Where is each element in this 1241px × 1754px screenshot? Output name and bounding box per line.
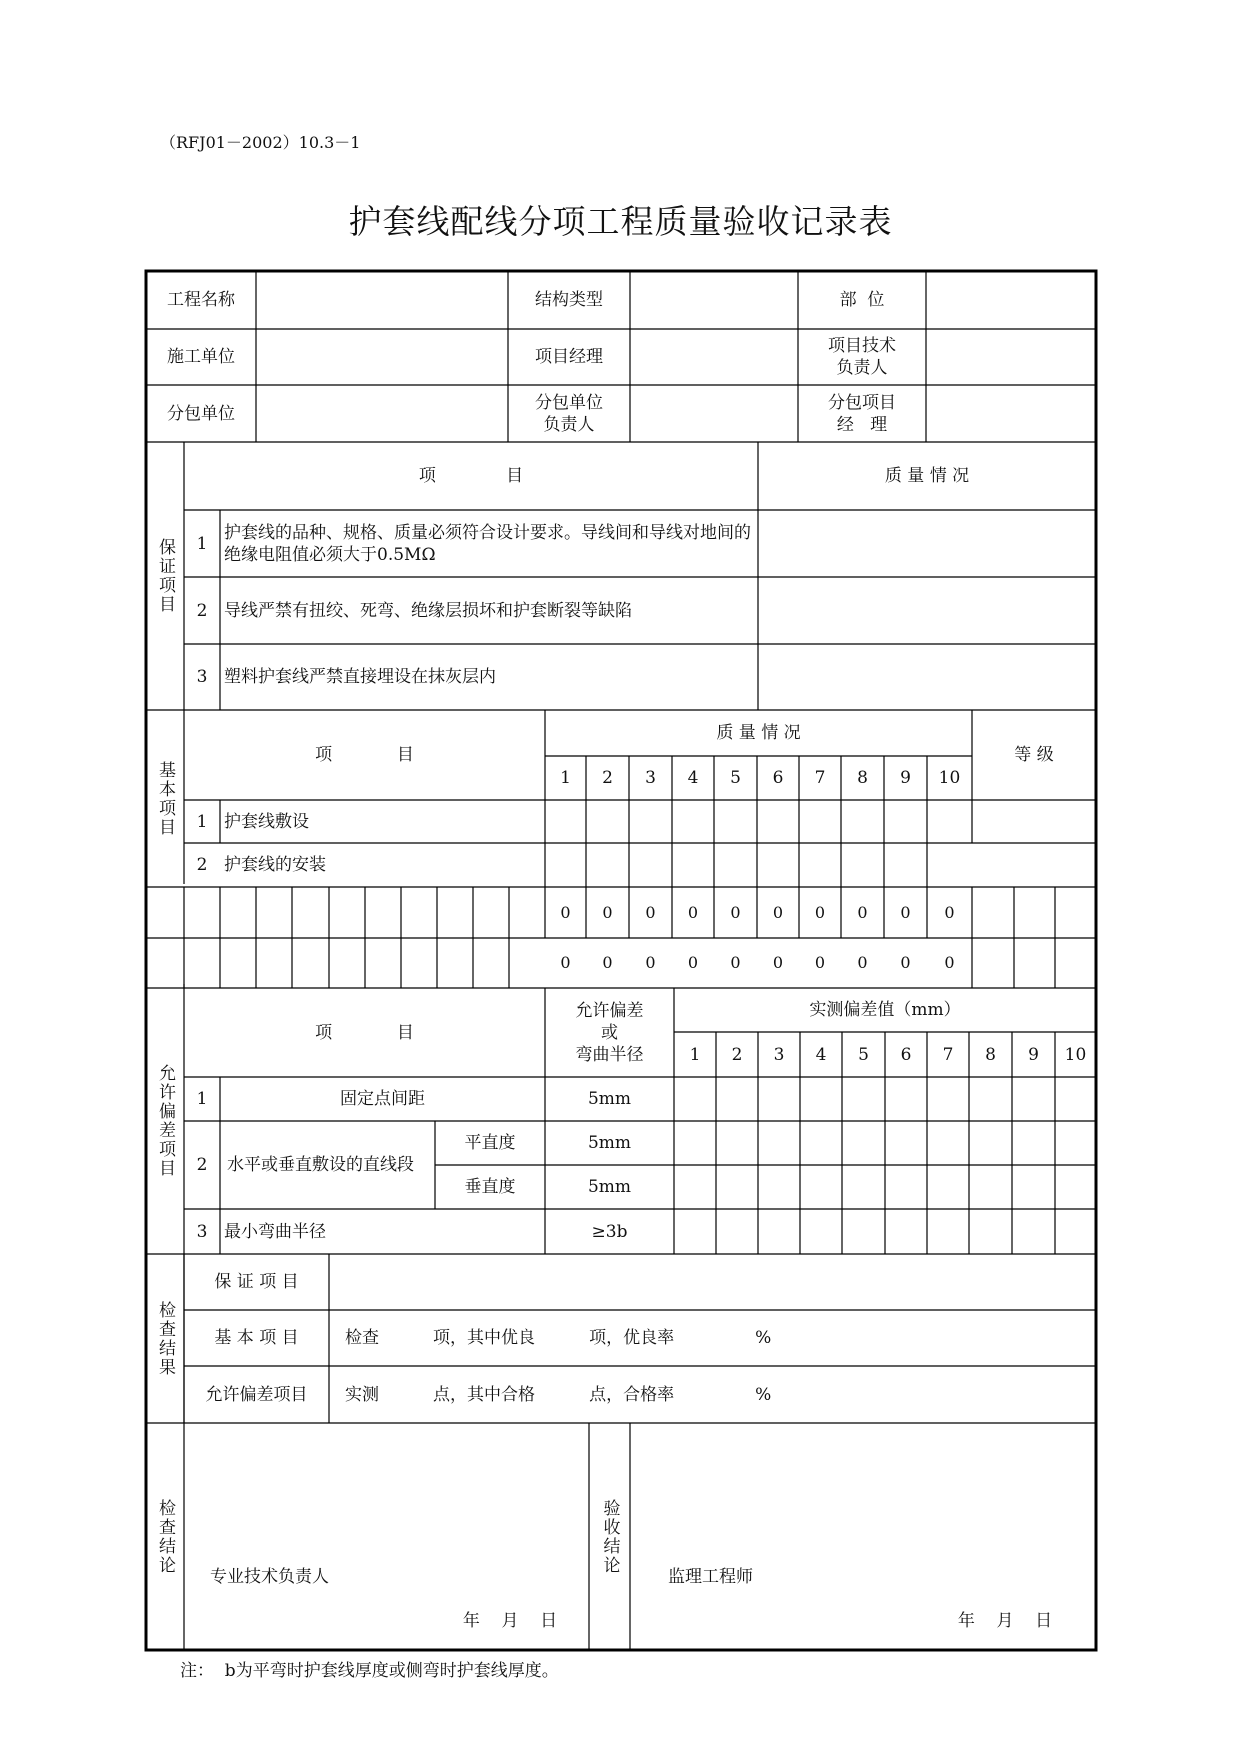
check-result-tolerance-text[interactable]: 实测 点，其中合格 点，合格率 %: [345, 1384, 772, 1405]
guarantee-item-no: 3: [196, 667, 208, 687]
basic-zero-cell: 0: [730, 953, 741, 972]
structure-type-label: 结构类型: [535, 290, 603, 310]
tolerance-allow-header: 允许偏差 或 弯曲半径: [575, 1000, 644, 1065]
construction-unit-label: 施工单位: [167, 347, 235, 367]
basic-column-number: 1: [560, 768, 571, 788]
basic-item-no: 1: [196, 811, 208, 832]
sub-unit-lead-label: 分包单位 负责人: [535, 392, 603, 435]
sub-project-manager-label: 分包项目 经 理: [828, 392, 896, 435]
basic-column-number: 8: [857, 768, 868, 788]
basic-zero-cell: 0: [772, 902, 784, 922]
guarantee-quality-header: 质 量 情 况: [884, 466, 970, 486]
basic-zero-cell: 0: [772, 953, 784, 972]
tolerance-column-number: 5: [858, 1044, 869, 1065]
page-title: 护套线配线分项工程质量验收记录表: [348, 202, 893, 241]
guarantee-quality-field[interactable]: [758, 577, 1096, 644]
location-label: 部 位: [839, 290, 885, 310]
basic-column-number: 2: [602, 768, 613, 788]
check-result-tolerance-label: 允许偏差项目: [205, 1384, 308, 1405]
basic-column-number: 5: [730, 768, 741, 788]
guarantee-item-text: 塑料护套线严禁直接埋设在抹灰层内: [224, 667, 496, 687]
check-result-basic-text[interactable]: 检查 项，其中优良 项，优良率 %: [345, 1328, 772, 1348]
basic-quality-header: 质 量 情 况: [716, 723, 801, 743]
tolerance-column-number: 3: [773, 1044, 785, 1065]
basic-column-number: 4: [687, 768, 699, 788]
tolerance-column-number: 8: [985, 1044, 996, 1065]
tolerance-section-label: 允许偏差项目: [155, 1064, 175, 1178]
check-result-basic-label: 基 本 项 目: [214, 1328, 299, 1348]
basic-column-number: 9: [900, 768, 911, 788]
tolerance-allow-value: ≥3b: [591, 1221, 628, 1242]
check-result-guarantee-label: 保 证 项 目: [214, 1272, 299, 1292]
basic-column-number: 7: [814, 768, 826, 788]
check-result-section-label: 检查结果: [155, 1300, 175, 1377]
basic-item-header: 项 目: [315, 745, 414, 765]
basic-zero-cell: 0: [857, 902, 868, 922]
tolerance-measured-header: 实测偏差值（mm）: [809, 1000, 961, 1020]
project-manager-field[interactable]: [630, 329, 798, 385]
sub-unit-lead-field[interactable]: [630, 385, 798, 442]
tolerance-column-number: 6: [900, 1044, 912, 1065]
guarantee-item-no: 2: [196, 600, 208, 621]
tolerance-item-header: 项 目: [315, 1022, 414, 1043]
basic-column-number: 6: [772, 768, 784, 788]
basic-zero-cell: 0: [944, 953, 955, 972]
sub-unit-field[interactable]: [256, 385, 508, 442]
tolerance-allow-value: 5mm: [587, 1177, 632, 1197]
tolerance-item-no: 2: [196, 1155, 208, 1175]
basic-section-label: 基本项目: [155, 760, 175, 837]
basic-zero-cell: 0: [814, 953, 826, 972]
guarantee-quality-field[interactable]: [758, 644, 1096, 710]
project-manager-label: 项目经理: [535, 347, 603, 367]
guarantee-item-text: 护套线的品种、规格、质量必须符合设计要求。导线间和导线对地间的绝缘电阻值必须大于0.5MΩ: [224, 522, 751, 565]
tolerance-column-number: 9: [1028, 1044, 1039, 1065]
tolerance-item-text: 水平或垂直敷设的直线段: [227, 1155, 414, 1175]
basic-zero-cell: 0: [857, 953, 868, 972]
tolerance-column-number: 4: [815, 1044, 827, 1065]
tolerance-column-number: 1: [689, 1044, 701, 1065]
sub-unit-label: 分包单位: [167, 403, 235, 424]
basic-grade-header: 等 级: [1014, 745, 1054, 765]
basic-zero-cell: 0: [814, 902, 826, 922]
sub-project-manager-field[interactable]: [926, 385, 1096, 442]
construction-unit-field[interactable]: [256, 329, 508, 385]
project-name-label: 工程名称: [167, 290, 235, 310]
guarantee-quality-field[interactable]: [758, 510, 1096, 577]
basic-zero-cell: 0: [645, 953, 656, 972]
tolerance-column-number: 2: [731, 1044, 743, 1065]
tolerance-item-no: 1: [196, 1089, 208, 1109]
project-name-field[interactable]: [256, 271, 508, 329]
basic-zero-cell: 0: [560, 953, 571, 972]
acceptance-conclusion-date: 年 月 日: [957, 1611, 1053, 1631]
basic-column-number: 3: [645, 768, 656, 788]
tolerance-allow-value: 5mm: [587, 1089, 632, 1109]
basic-zero-cell: 0: [645, 902, 656, 922]
basic-item-text: 护套线的安装: [224, 855, 326, 875]
location-field[interactable]: [926, 271, 1096, 329]
basic-zero-cell: 0: [687, 902, 699, 922]
basic-item-no: 2: [196, 855, 208, 875]
basic-zero-cell: 0: [602, 902, 613, 922]
guarantee-item-text: 导线严禁有扭绞、死弯、绝缘层损坏和护套断裂等缺陷: [224, 600, 632, 621]
tolerance-column-number: 7: [942, 1044, 954, 1065]
basic-zero-cell: 0: [944, 902, 955, 922]
structure-type-field[interactable]: [630, 271, 798, 329]
basic-zero-cell: 0: [560, 902, 571, 922]
check-result-guarantee-text[interactable]: [345, 1254, 1085, 1310]
basic-zero-cell: 0: [602, 953, 613, 972]
check-conclusion-date: 年 月 日: [462, 1611, 558, 1631]
tech-lead-label: 项目技术 负责人: [828, 336, 896, 378]
basic-zero-cell: 0: [687, 953, 699, 972]
guarantee-item-header: 项 目: [418, 466, 524, 486]
guarantee-section-label: 保证项目: [155, 538, 175, 614]
check-conclusion-label: 检查结论: [155, 1498, 175, 1575]
basic-zero-cell: 0: [730, 902, 741, 922]
supervisor-signature-label: 监理工程师: [668, 1567, 753, 1587]
tolerance-item-text: 固定点间距: [340, 1089, 425, 1109]
tolerance-subitem-text: 平直度: [464, 1133, 516, 1153]
tolerance-item-no: 3: [196, 1221, 208, 1242]
acceptance-conclusion-label: 验收结论: [599, 1498, 620, 1575]
guarantee-item-no: 1: [196, 533, 208, 554]
basic-zero-cell: 0: [900, 902, 911, 922]
tolerance-item-text: 最小弯曲半径: [224, 1221, 326, 1242]
tech-lead-signature-label: 专业技术负责人: [210, 1567, 329, 1587]
tech-lead-field[interactable]: [926, 329, 1096, 385]
footnote: 注： b为平弯时护套线厚度或侧弯时护套线厚度。: [180, 1661, 559, 1681]
tolerance-allow-value: 5mm: [587, 1133, 632, 1153]
basic-column-number: 10: [938, 768, 961, 788]
tolerance-column-number: 10: [1064, 1044, 1087, 1065]
basic-zero-cell: 0: [900, 953, 911, 972]
tolerance-subitem-text: 垂直度: [464, 1177, 516, 1197]
basic-item-text: 护套线敷设: [224, 811, 309, 832]
document-code: （RFJ01－2002）10.3－1: [160, 133, 361, 152]
